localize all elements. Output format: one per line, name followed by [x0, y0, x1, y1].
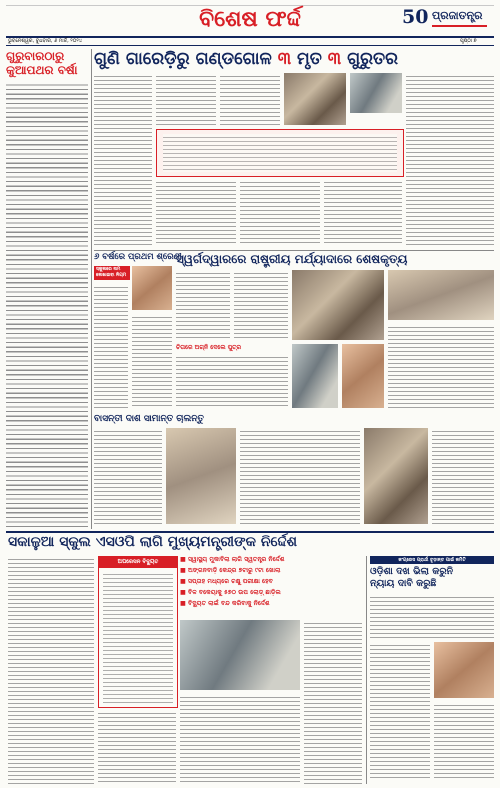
funeral-body-1 [176, 270, 230, 340]
top-photo-2 [350, 73, 402, 113]
bullet-item-5: ■ ବିଦ୍ୟୁତ ଲାଇଁ ବନ୍ଦ କରିବାକୁ ନିର୍ଦ୍ଦେଶ [180, 600, 270, 607]
funeral-photo-4 [342, 344, 384, 408]
page-label: ପୃଷ୍ଠା ୭ [460, 38, 477, 44]
newspaper-name: ପ୍ରଜାତନ୍ତ୍ର [432, 9, 483, 22]
bullet-text-2: ଅଙ୍ଗନବାଡ଼ି କେନ୍ଦ୍ର ୭ଟାରୁ ୯ଟା ଖୋଲା [188, 567, 281, 574]
class-six-body [94, 284, 128, 408]
top-story-col-7 [324, 179, 402, 245]
class-six-story [94, 252, 182, 412]
basanti-photo-2 [364, 428, 428, 524]
bullet-item-1: ■ ସ୍ୱାସ୍ଥ୍ୟ ମୁକାବିଲା ଲାଗି ସ୍ୱତନ୍ତ୍ର ନିର୍ଦ୍ଦେଶ [180, 556, 285, 563]
bottom-col-2 [98, 710, 176, 784]
basanti-body-3 [432, 428, 494, 524]
top-headline [94, 49, 494, 69]
top-story-col-5 [156, 179, 236, 245]
meeting-photo [180, 620, 300, 690]
top-story [94, 49, 494, 249]
bullet-text-4: ବିଳ ବକେୟାକୁ ୫୭୦ ଉପ ଲୋଡ଼୍ ଛାଡ଼ିଲ [188, 589, 281, 596]
bottom-col-3 [304, 620, 362, 784]
funeral-body-2 [234, 270, 288, 340]
right-tag: କଂଗ୍ରେସ ପ୍ରାର୍ଥୀ ଚୂଡ଼ାନ୍ତ ପାଇଁ କମିଟି [370, 556, 494, 564]
column-divider [91, 49, 92, 529]
sidebar-body [103, 571, 173, 703]
funeral-body-3 [176, 354, 288, 408]
basanti-body-1 [94, 428, 162, 524]
top-story-rule [94, 250, 494, 251]
sidebar-title: ଅପରେସନ ବିଦ୍ୟୁତ [99, 557, 177, 568]
top-headline-part-c: ଗୁରୁତର [347, 49, 399, 69]
logo-number: 50 [402, 6, 429, 28]
highlight-text [163, 134, 397, 172]
top-headline-part-b: ମୃତ [297, 49, 322, 69]
bullet-item-3: ■ ସପ୍ତାହ ମଧ୍ୟରେ ଚକ୍ଷୁ ପରୀକ୍ଷା ହେବ [180, 578, 273, 585]
top-photo [284, 73, 346, 125]
left-story-body [6, 81, 88, 527]
funeral-story [176, 252, 494, 412]
top-story-col-1 [94, 73, 152, 245]
top-headline-num1: ୩ [277, 49, 292, 69]
bottom-sidebar [98, 556, 178, 708]
bottom-col-1 [8, 556, 94, 784]
right-body-3 [434, 702, 494, 780]
date-line: ଭୁବନେଶ୍ୱର, ବୁଧବାର, ୬ ମାର୍ଚ୍ଚ, ୨୦୨୪ [8, 38, 83, 44]
anniversary-logo [402, 6, 492, 34]
bottom-col-2b [180, 694, 300, 784]
top-story-col-3 [220, 73, 280, 125]
right-body-1 [370, 594, 494, 638]
class-six-title: ୬ ବର୍ଷରେ ପ୍ରଥମ ଶ୍ରେଣୀ [94, 252, 182, 262]
left-headline-2: କୁଆପଥର ବର୍ଷା [6, 63, 78, 77]
bottom-headline: ସକାଳୁଆ ସ୍କୁଲ ଏସଓପି ଲାଗି ମୁଖ୍ୟମନ୍ତ୍ରୀଙ୍କ ନିର୍ଦ୍ଦେଶ [8, 534, 297, 550]
top-story-col-6 [240, 179, 320, 245]
right-headline-1: ଓଡ଼ିଶା ଦଖ ଭିଲା କରୁନି [370, 566, 454, 577]
top-story-col-2 [156, 73, 216, 125]
date-rule-bottom [6, 45, 494, 46]
logo-underline [432, 25, 487, 27]
right-headline-2: ନ୍ୟାୟ ଦାବି କରୁଛି [370, 578, 437, 589]
top-story-col-4 [406, 73, 494, 245]
top-headline-part-a: ଗୁଣି ଗାରେଡ଼ିରୁ ଗଣ୍ଡଗୋଳ [94, 49, 272, 69]
funeral-photo-2 [388, 270, 494, 320]
bullet-list [180, 556, 350, 616]
right-body-2 [370, 642, 430, 780]
left-headline-1: ଗୁରୁବାରଠାରୁ [6, 49, 65, 63]
section-title: ବିଶେଷ ଫର୍ଦ୍ଦ [199, 6, 301, 32]
bullet-item-4: ■ ବିଳ ବକେୟାକୁ ୫୭୦ ଉପ ଲୋଡ଼୍ ଛାଡ଼ିଲ [180, 589, 281, 596]
bullet-text-5: ବିଦ୍ୟୁତ ଲାଇଁ ବନ୍ଦ କରିବାକୁ ନିର୍ଦ୍ଦେଶ [188, 600, 270, 607]
basanti-body-2 [240, 428, 360, 524]
right-divider [366, 556, 367, 784]
bullet-item-2: ■ ଅଙ୍ଗନବାଡ଼ି କେନ୍ଦ୍ର ୭ଟାରୁ ୯ଟା ଖୋଲା [180, 567, 281, 574]
top-headline-num2: ୩ [327, 49, 342, 69]
basanti-photo [166, 428, 236, 524]
class-six-photo [132, 266, 172, 310]
bottom-rule [6, 531, 494, 533]
funeral-photo-3 [292, 344, 338, 408]
top-highlight-box [156, 129, 404, 177]
funeral-body-4 [388, 324, 494, 408]
bullet-text-3: ସପ୍ତାହ ମଧ୍ୟରେ ଚକ୍ଷୁ ପରୀକ୍ଷା ହେବ [188, 578, 273, 585]
funeral-photo-main [292, 270, 384, 340]
class-six-tag: ସ୍କୁଲରେ ନାମ ଲେଖାଇବା ନିୟମ [94, 266, 130, 280]
politician-photo [434, 642, 494, 698]
funeral-headline: ସ୍ୱର୍ଗଦ୍ୱାରରେ ରାଷ୍ଟ୍ରୀୟ ମର୍ଯ୍ୟାଦାରେ ଶେଷକୃତ୍ୟ [176, 252, 408, 266]
masthead [0, 0, 500, 48]
class-six-body-2 [132, 314, 172, 408]
basanti-label: ବାସନ୍ତୀ ଦାଶ ସାମାନ୍ତ ଚାଲନ୍ତୁ [94, 414, 204, 424]
left-story [6, 49, 88, 529]
basanti-box [94, 414, 494, 528]
funeral-sub: ଚିତାରେ ଅଗ୍ନି ଦେଲେ ପୁତ୍ର [176, 344, 242, 351]
bullet-text-1: ସ୍ୱାସ୍ଥ୍ୟ ମୁକାବିଲା ଲାଗି ସ୍ୱତନ୍ତ୍ର ନିର୍ଦ୍ଦେଶ [188, 556, 285, 563]
right-bottom-story [370, 556, 494, 784]
